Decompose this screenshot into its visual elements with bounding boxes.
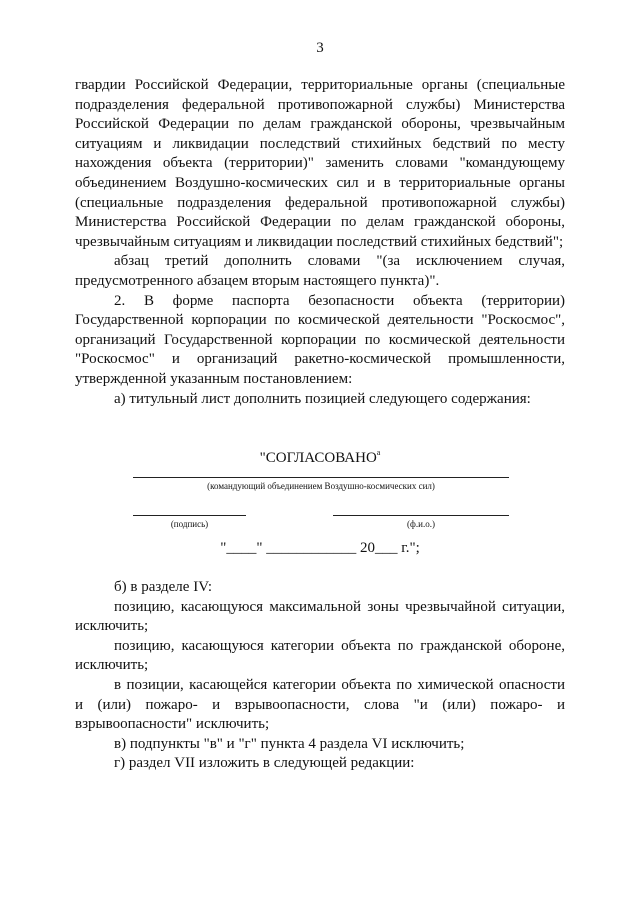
paragraph-9: в) подпункты "в" и "г" пункта 4 раздела VI исключить;	[114, 735, 465, 752]
signature-line	[133, 515, 246, 516]
stamp-title	[0, 444, 640, 467]
commander-caption: (командующий объединением Воздушно-космических сил)	[207, 481, 435, 491]
paragraph-3: 2. В форме паспорта безопасности объекта (территории) Государственной корпорации по космической деятельности "Роскосмос", организаций Государственной корпорации по космической деятельности "Роскосмос" и организаций ракетно-космической промышленности, утвержденной указанным постановлением:	[75, 292, 565, 387]
paragraph-6: позицию, касающуюся максимальной зоны чрезвычайной ситуации, исключить;	[75, 598, 565, 635]
paragraph-5: б) в разделе IV:	[114, 579, 213, 595]
commander-line	[133, 477, 509, 478]
stamp-title-footnote: а	[376, 448, 381, 457]
paragraph-1: гвардии Российской Федерации, территориальные органы (специальные подразделения федеральной противопожарной службы) Министерства Российской Федерации по делам гражданской обороны, чрезвычайным ситуациям и ликвидации последствий стихийных бедствий по месту нахождения объекта (территории)" заменить словами "командующему объединением Воздушно-космических сил и в территориальные органы (специальные подразделения федеральной противопожарной службы) Министерства Российской Федерации по делам гражданской обороны, чрезвычайным ситуациям и ликвидации последствий стихийных бедствий";	[75, 77, 565, 250]
date-line: "____" ____________ 20___ г.";	[220, 540, 420, 556]
paragraph-10: г) раздел VII изложить в следующей редакции:	[114, 755, 415, 772]
paragraph-4: а) титульный лист дополнить позицией следующего содержания:	[114, 390, 531, 407]
stamp-title-text: "СОГЛАСОВАНО	[259, 450, 377, 466]
approval-stamp	[0, 444, 640, 467]
paragraph-7: позицию, касающуюся категории объекта по гражданской обороне, исключить;	[75, 637, 565, 674]
name-caption: (ф.и.о.)	[407, 519, 435, 529]
document-body-top	[75, 76, 565, 409]
page-number: 3	[316, 40, 324, 56]
name-line	[333, 515, 509, 516]
paragraph-8: в позиции, касающейся категории объекта по химической опасности и (или) пожаро- и взрывоопасности, слова "и (или) пожаро- и взрывоопасности" исключить;	[75, 676, 565, 733]
signature-caption: (подпись)	[170, 519, 209, 529]
paragraph-2: абзац третий дополнить словами "(за исключением случая, предусмотренного абзацем вторым настоящего пункта)".	[75, 253, 565, 289]
document-body-bottom	[75, 578, 565, 774]
